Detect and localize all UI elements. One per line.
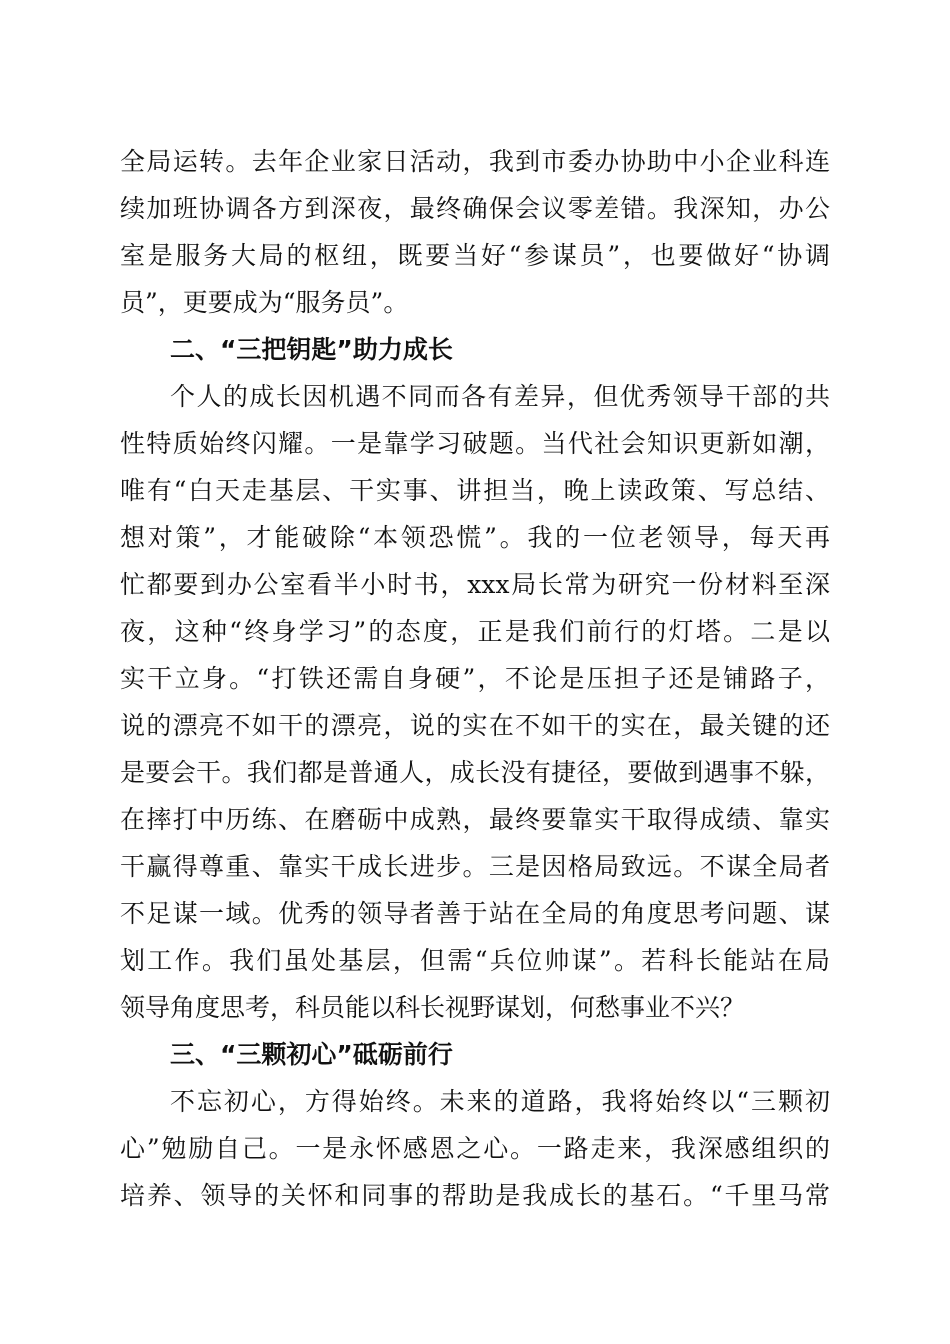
paragraph-line: 续加班协调各方到深夜，最终确保会议零差错。我深知，办公 (120, 194, 830, 223)
paragraph-line: 不忘初心，方得始终。未来的道路，我将始终以“三颗初 (170, 1087, 830, 1116)
paragraph-line: 划工作。我们虽处基层，但需“兵位帅谋”。若科长能站在局 (120, 946, 830, 975)
paragraph-line: 是要会干。我们都是普通人，成长没有捷径，要做到遇事不躲， (120, 758, 830, 787)
paragraph-line: 培养、领导的关怀和同事的帮助是我成长的基石。“千里马常 (120, 1181, 830, 1210)
paragraph-line: 实干立身。“打铁还需自身硬”，不论是压担子还是铺路子， (120, 664, 830, 693)
paragraph-line: 夜，这种“终身学习”的态度，正是我们前行的灯塔。二是以 (120, 617, 830, 646)
paragraph-line: 领导角度思考，科员能以科长视野谋划，何愁事业不兴？ (120, 993, 746, 1022)
paragraph-line: 室是服务大局的枢纽，既要当好“参谋员”，也要做好“协调 (120, 241, 830, 270)
paragraph-line: 员”，更要成为“服务员”。 (120, 288, 409, 317)
paragraph-line: 在摔打中历练、在磨砺中成熟，最终要靠实干取得成绩、靠实 (120, 805, 830, 834)
section-heading-3: 三、“三颗初心”砥砺前行 (170, 1040, 453, 1069)
paragraph-line: 忙都要到办公室看半小时书，xxx局长常为研究一份材料至深 (120, 570, 830, 599)
paragraph-line: 想对策”，才能破除“本领恐慌”。我的一位老领导，每天再 (120, 523, 830, 552)
paragraph-line: 全局运转。去年企业家日活动，我到市委办协助中小企业科连 (120, 147, 830, 176)
paragraph-line: 唯有“白天走基层、干实事、讲担当，晚上读政策、写总结、 (120, 476, 830, 505)
paragraph-line: 心”勉励自己。一是永怀感恩之心。一路走来，我深感组织的 (120, 1134, 830, 1163)
paragraph-line: 干赢得尊重、靠实干成长进步。三是因格局致远。不谋全局者 (120, 852, 830, 881)
section-heading-2: 二、“三把钥匙”助力成长 (170, 335, 453, 364)
paragraph-line: 个人的成长因机遇不同而各有差异，但优秀领导干部的共 (170, 382, 830, 411)
paragraph-line: 说的漂亮不如干的漂亮，说的实在不如干的实在，最关键的还 (120, 711, 830, 740)
paragraph-line: 不足谋一域。优秀的领导者善于站在全局的角度思考问题、谋 (120, 899, 830, 928)
paragraph-line: 性特质始终闪耀。一是靠学习破题。当代社会知识更新如潮， (120, 429, 830, 458)
